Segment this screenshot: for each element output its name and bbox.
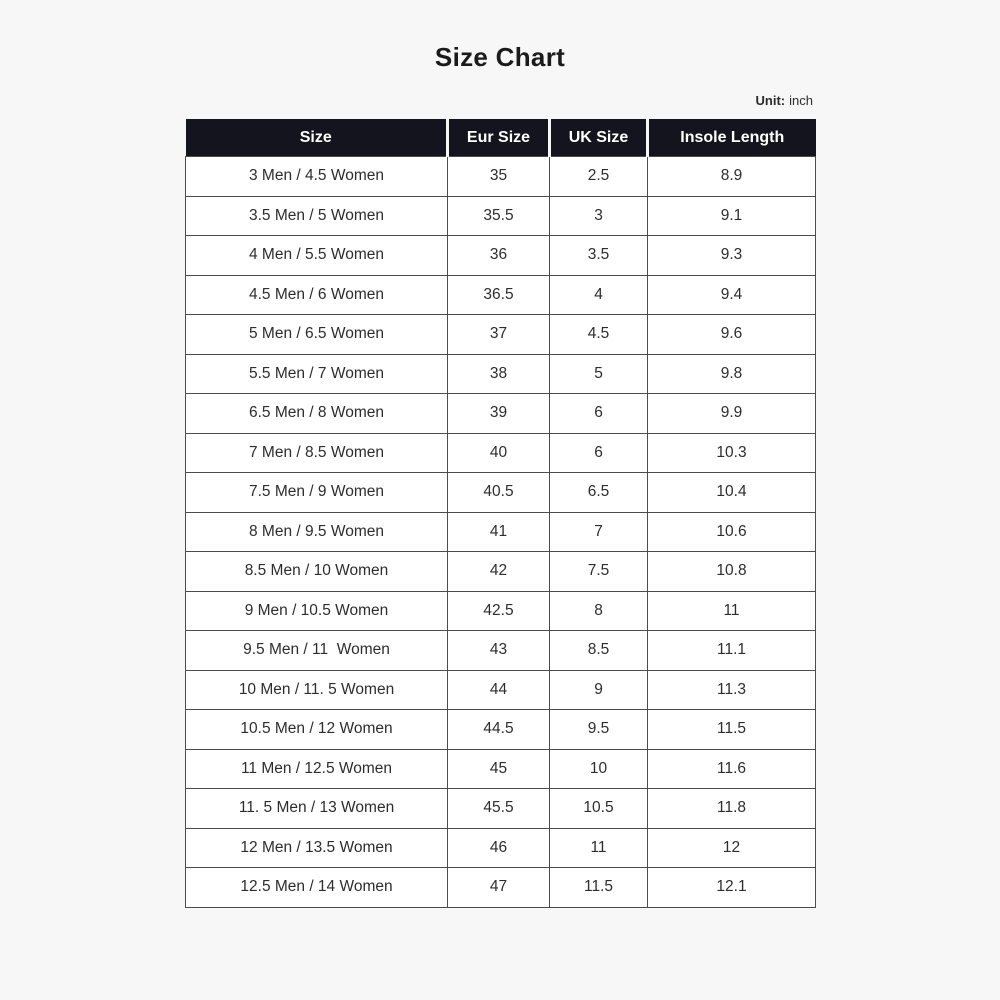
cell-size: 7 Men / 8.5 Women: [186, 433, 448, 473]
cell-eur-size: 45: [448, 749, 550, 789]
header-cell-eur-size: Eur Size: [448, 119, 550, 157]
cell-insole-length: 9.1: [648, 196, 816, 236]
cell-size: 3.5 Men / 5 Women: [186, 196, 448, 236]
cell-eur-size: 46: [448, 828, 550, 868]
cell-size: 10.5 Men / 12 Women: [186, 710, 448, 750]
cell-eur-size: 45.5: [448, 789, 550, 829]
cell-uk-size: 11.5: [550, 868, 648, 908]
cell-eur-size: 39: [448, 394, 550, 434]
cell-uk-size: 7.5: [550, 552, 648, 592]
cell-insole-length: 11.3: [648, 670, 816, 710]
cell-uk-size: 10.5: [550, 789, 648, 829]
cell-insole-length: 9.8: [648, 354, 816, 394]
header-cell-size: Size: [186, 119, 448, 157]
cell-uk-size: 3.5: [550, 236, 648, 276]
table-row: [186, 315, 816, 355]
cell-eur-size: 44.5: [448, 710, 550, 750]
cell-size: 11. 5 Men / 13 Women: [186, 789, 448, 829]
page-title: Size Chart: [434, 42, 566, 72]
cell-size: 8 Men / 9.5 Women: [186, 512, 448, 552]
cell-size: 5.5 Men / 7 Women: [186, 354, 448, 394]
cell-insole-length: 11: [648, 591, 816, 631]
table-row: [186, 157, 816, 197]
cell-uk-size: 10: [550, 749, 648, 789]
cell-eur-size: 40: [448, 433, 550, 473]
table-row: [186, 275, 816, 315]
cell-size: 4 Men / 5.5 Women: [186, 236, 448, 276]
table-row: [186, 512, 816, 552]
cell-size: 9.5 Men / 11 Women: [186, 631, 448, 671]
cell-uk-size: 4: [550, 275, 648, 315]
cell-insole-length: 11.6: [648, 749, 816, 789]
cell-eur-size: 37: [448, 315, 550, 355]
cell-uk-size: 6: [550, 394, 648, 434]
cell-size: 11 Men / 12.5 Women: [186, 749, 448, 789]
cell-uk-size: 6: [550, 433, 648, 473]
cell-eur-size: 43: [448, 631, 550, 671]
cell-uk-size: 4.5: [550, 315, 648, 355]
cell-eur-size: 38: [448, 354, 550, 394]
cell-eur-size: 42.5: [448, 591, 550, 631]
cell-uk-size: 7: [550, 512, 648, 552]
table-row: [186, 631, 816, 671]
cell-uk-size: 11: [550, 828, 648, 868]
table-row: [186, 433, 816, 473]
cell-insole-length: 12.1: [648, 868, 816, 908]
cell-size: 9 Men / 10.5 Women: [186, 591, 448, 631]
table-row: [186, 394, 816, 434]
size-table-body: [186, 157, 816, 908]
table-row: [186, 789, 816, 829]
cell-uk-size: 3: [550, 196, 648, 236]
unit-line: [185, 93, 813, 108]
cell-size: 5 Men / 6.5 Women: [186, 315, 448, 355]
cell-insole-length: 10.8: [648, 552, 816, 592]
cell-eur-size: 35.5: [448, 196, 550, 236]
cell-insole-length: 8.9: [648, 157, 816, 197]
cell-uk-size: 9.5: [550, 710, 648, 750]
header-cell-insole-length: Insole Length: [648, 119, 816, 157]
table-row: [186, 868, 816, 908]
cell-eur-size: 35: [448, 157, 550, 197]
cell-size: 12 Men / 13.5 Women: [186, 828, 448, 868]
cell-insole-length: 11.8: [648, 789, 816, 829]
table-row: [186, 828, 816, 868]
cell-uk-size: 8: [550, 591, 648, 631]
cell-insole-length: 10.6: [648, 512, 816, 552]
cell-uk-size: 9: [550, 670, 648, 710]
table-header-row: [186, 119, 816, 157]
cell-size: 4.5 Men / 6 Women: [186, 275, 448, 315]
table-row: [186, 236, 816, 276]
cell-size: 3 Men / 4.5 Women: [186, 157, 448, 197]
cell-size: 12.5 Men / 14 Women: [186, 868, 448, 908]
table-row: [186, 670, 816, 710]
cell-insole-length: 12: [648, 828, 816, 868]
table-row: [186, 473, 816, 513]
cell-insole-length: 10.3: [648, 433, 816, 473]
table-row: [186, 196, 816, 236]
unit-label: Unit:: [755, 93, 786, 109]
table-row: [186, 749, 816, 789]
cell-size: 6.5 Men / 8 Women: [186, 394, 448, 434]
table-row: [186, 710, 816, 750]
cell-eur-size: 44: [448, 670, 550, 710]
header-cell-uk-size: UK Size: [550, 119, 648, 157]
cell-uk-size: 8.5: [550, 631, 648, 671]
cell-eur-size: 41: [448, 512, 550, 552]
cell-eur-size: 40.5: [448, 473, 550, 513]
cell-insole-length: 9.3: [648, 236, 816, 276]
cell-uk-size: 5: [550, 354, 648, 394]
cell-size: 8.5 Men / 10 Women: [186, 552, 448, 592]
cell-insole-length: 9.4: [648, 275, 816, 315]
cell-eur-size: 36: [448, 236, 550, 276]
cell-eur-size: 36.5: [448, 275, 550, 315]
cell-insole-length: 11.5: [648, 710, 816, 750]
cell-size: 7.5 Men / 9 Women: [186, 473, 448, 513]
cell-uk-size: 2.5: [550, 157, 648, 197]
table-row: [186, 354, 816, 394]
table-row: [186, 552, 816, 592]
cell-insole-length: 10.4: [648, 473, 816, 513]
table-row: [186, 591, 816, 631]
cell-size: 10 Men / 11. 5 Women: [186, 670, 448, 710]
unit-value: inch: [789, 93, 813, 109]
cell-uk-size: 6.5: [550, 473, 648, 513]
cell-eur-size: 42: [448, 552, 550, 592]
cell-eur-size: 47: [448, 868, 550, 908]
content-wrapper: [185, 42, 815, 908]
cell-insole-length: 11.1: [648, 631, 816, 671]
cell-insole-length: 9.9: [648, 394, 816, 434]
cell-insole-length: 9.6: [648, 315, 816, 355]
size-table: [185, 119, 816, 908]
